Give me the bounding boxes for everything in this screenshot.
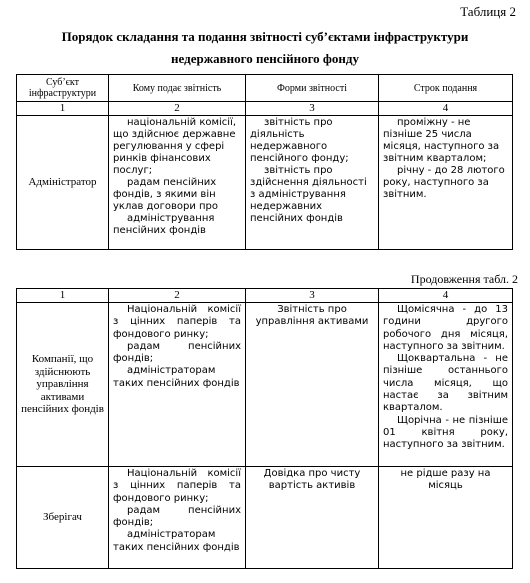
column-number: 2 <box>109 289 246 303</box>
deadline-item: Щорічна - не пізніше 01 квітня року, наступного за звітним. <box>383 414 508 451</box>
forms-cell <box>246 303 379 467</box>
subject-cell: Компанії, що здійснюють управління активами пенсійних фондів <box>17 303 109 467</box>
recipient-item: Національній комісії з цінних паперів та фондового ринку; <box>113 468 241 504</box>
column-number: 3 <box>246 289 379 303</box>
deadline-item: річну - до 28 лютого року, наступного за звітним. <box>383 165 505 200</box>
table-row-administrator <box>17 116 513 250</box>
column-number: 1 <box>17 289 109 303</box>
recipient-item: адміністраторам таких пенсійних фондів <box>113 529 240 553</box>
recipient-item: адміністрування пенсійних фондів <box>113 213 215 236</box>
table-row-custodian <box>17 467 513 569</box>
deadline-item: не рідше разу на місяць <box>400 468 491 492</box>
subject-cell: Зберігач <box>17 467 109 569</box>
deadline-item: Щомісячна - до 13 години другого робочого дня місяця, наступного за звітним. <box>383 304 508 352</box>
form-item: Звітність про управління активами <box>255 304 369 328</box>
deadlines-cell <box>379 467 513 569</box>
deadline-item: Щоквартальна - не пізніше останнього числа місяця, що настає за звітним кварталом. <box>383 353 508 414</box>
recipient-item: радам пенсійних фондів; <box>113 340 241 365</box>
recipient-item: адміністраторам таких пенсійних фондів <box>113 365 240 389</box>
header-row <box>17 75 513 102</box>
title-line-1: Порядок складання та подання звітності суб’єктами інфраструктури <box>61 29 469 44</box>
deadlines-cell <box>379 116 513 250</box>
form-item: звітність про діяльність недержавного пенсійного фонду; <box>250 117 349 164</box>
recipient-item: радам пенсійних фондів; <box>113 504 241 529</box>
recipient-item: Національній комісії з цінних паперів та фондового ринку; <box>113 304 241 340</box>
reporting-table-part-2 <box>16 288 513 569</box>
reporting-table-part-1 <box>16 74 513 250</box>
column-number: 3 <box>246 102 379 116</box>
header-subject: Суб’єкт інфраструктури <box>17 75 109 102</box>
recipients-cell <box>109 467 246 569</box>
table-number: Таблиця 2 <box>460 4 516 19</box>
column-number: 1 <box>17 102 109 116</box>
title-line-2: недержавного пенсійного фонду <box>171 51 359 66</box>
table-row-asset-managers <box>17 303 513 467</box>
recipient-item: національній комісії, що здійснює державне регулювання у сфері ринків фінансових послуг; <box>113 117 237 176</box>
column-number: 4 <box>379 102 513 116</box>
forms-cell <box>246 116 379 250</box>
deadline-item: проміжну - не пізніше 25 числа місяця, наступного за звітним кварталом; <box>383 117 500 164</box>
column-number-row <box>17 102 513 116</box>
form-item: звітність про здійснення діяльності з адміністрування недержавних пенсійних фондів <box>250 165 367 224</box>
header-deadline: Строк подання <box>379 75 513 102</box>
form-item: Довідка про чисту вартість активів <box>263 468 361 492</box>
forms-cell <box>246 467 379 569</box>
recipient-item: радам пенсійних фондів, з якими він уклав договори про <box>113 177 218 212</box>
header-forms: Форми звітності <box>246 75 379 102</box>
continuation-label: Продовження табл. 2 <box>410 272 518 286</box>
column-number: 2 <box>109 102 246 116</box>
column-number: 4 <box>379 289 513 303</box>
document-title <box>10 26 520 70</box>
deadlines-cell <box>379 303 513 467</box>
subject-cell: Адміністратор <box>17 116 109 250</box>
header-recipient: Кому подає звітність <box>109 75 246 102</box>
recipients-cell <box>109 303 246 467</box>
recipients-cell <box>109 116 246 250</box>
column-number-row <box>17 289 513 303</box>
